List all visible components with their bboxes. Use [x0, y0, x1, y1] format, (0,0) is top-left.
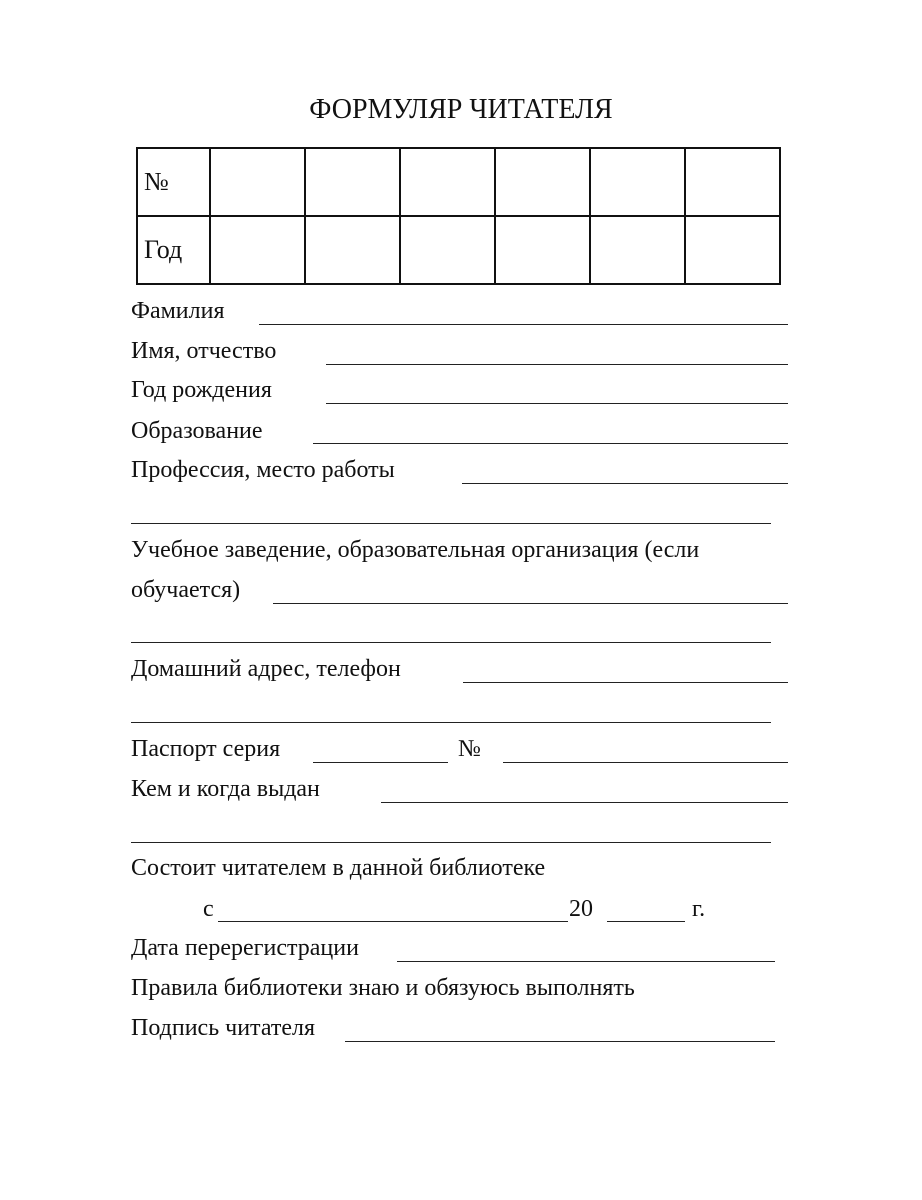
profession-field-continued[interactable] — [131, 523, 771, 524]
grid-cell[interactable] — [495, 148, 590, 216]
form-title: ФОРМУЛЯР ЧИТАТЕЛЯ — [309, 94, 613, 125]
signature-label: Подпись читателя — [131, 1015, 316, 1041]
grid-label-number: № — [137, 148, 210, 216]
rules-statement: Правила библиотеки знаю и обязуюсь выполнять — [131, 975, 635, 1001]
surname-field[interactable] — [259, 324, 788, 325]
education-label: Образование — [131, 418, 263, 444]
birth-year-field[interactable] — [326, 403, 788, 404]
grid-cell[interactable] — [685, 148, 780, 216]
grid-cell[interactable] — [400, 148, 495, 216]
grid-row-year — [137, 216, 780, 284]
school-field[interactable] — [273, 603, 788, 604]
since-year-suffix: г. — [692, 896, 706, 922]
grid-cell[interactable] — [210, 148, 305, 216]
name-patronymic-label: Имя, отчество — [131, 338, 277, 364]
birth-year-label: Год рождения — [131, 377, 272, 403]
reregistration-field[interactable] — [397, 961, 775, 962]
school-label-line2: обучается) — [131, 577, 241, 603]
issued-by-field[interactable] — [381, 802, 788, 803]
grid-cell[interactable] — [305, 216, 400, 284]
grid-cell[interactable] — [590, 148, 685, 216]
grid-cell[interactable] — [685, 216, 780, 284]
school-label-line1: Учебное заведение, образовательная организация (если — [131, 537, 700, 563]
profession-field[interactable] — [462, 483, 788, 484]
education-field[interactable] — [313, 443, 788, 444]
address-field-continued[interactable] — [131, 722, 771, 723]
grid-cell[interactable] — [495, 216, 590, 284]
number-year-grid — [136, 147, 781, 285]
reregistration-label: Дата перерегистрации — [131, 935, 359, 961]
grid-cell[interactable] — [400, 216, 495, 284]
address-label: Домашний адрес, телефон — [131, 656, 401, 682]
member-since-label: Состоит читателем в данной библиотеке — [131, 855, 546, 881]
grid-cell[interactable] — [305, 148, 400, 216]
address-field[interactable] — [463, 682, 788, 683]
grid-cell[interactable] — [210, 216, 305, 284]
grid-label-year: Год — [137, 216, 210, 284]
passport-series-label: Паспорт серия — [131, 736, 281, 762]
member-since-year-field[interactable] — [607, 921, 685, 922]
passport-number-label: № — [458, 736, 481, 762]
grid-row-number — [137, 148, 780, 216]
since-prefix: с — [203, 896, 214, 922]
grid-cell[interactable] — [590, 216, 685, 284]
name-patronymic-field[interactable] — [326, 364, 788, 365]
passport-series-field[interactable] — [313, 762, 448, 763]
passport-number-field[interactable] — [503, 762, 788, 763]
profession-label: Профессия, место работы — [131, 457, 395, 483]
issued-by-field-continued[interactable] — [131, 842, 771, 843]
member-since-date-field[interactable] — [218, 921, 568, 922]
surname-label: Фамилия — [131, 298, 225, 324]
signature-field[interactable] — [345, 1041, 775, 1042]
school-field-continued[interactable] — [131, 642, 771, 643]
since-year-prefix: 20 — [569, 896, 593, 922]
issued-by-label: Кем и когда выдан — [131, 776, 320, 802]
